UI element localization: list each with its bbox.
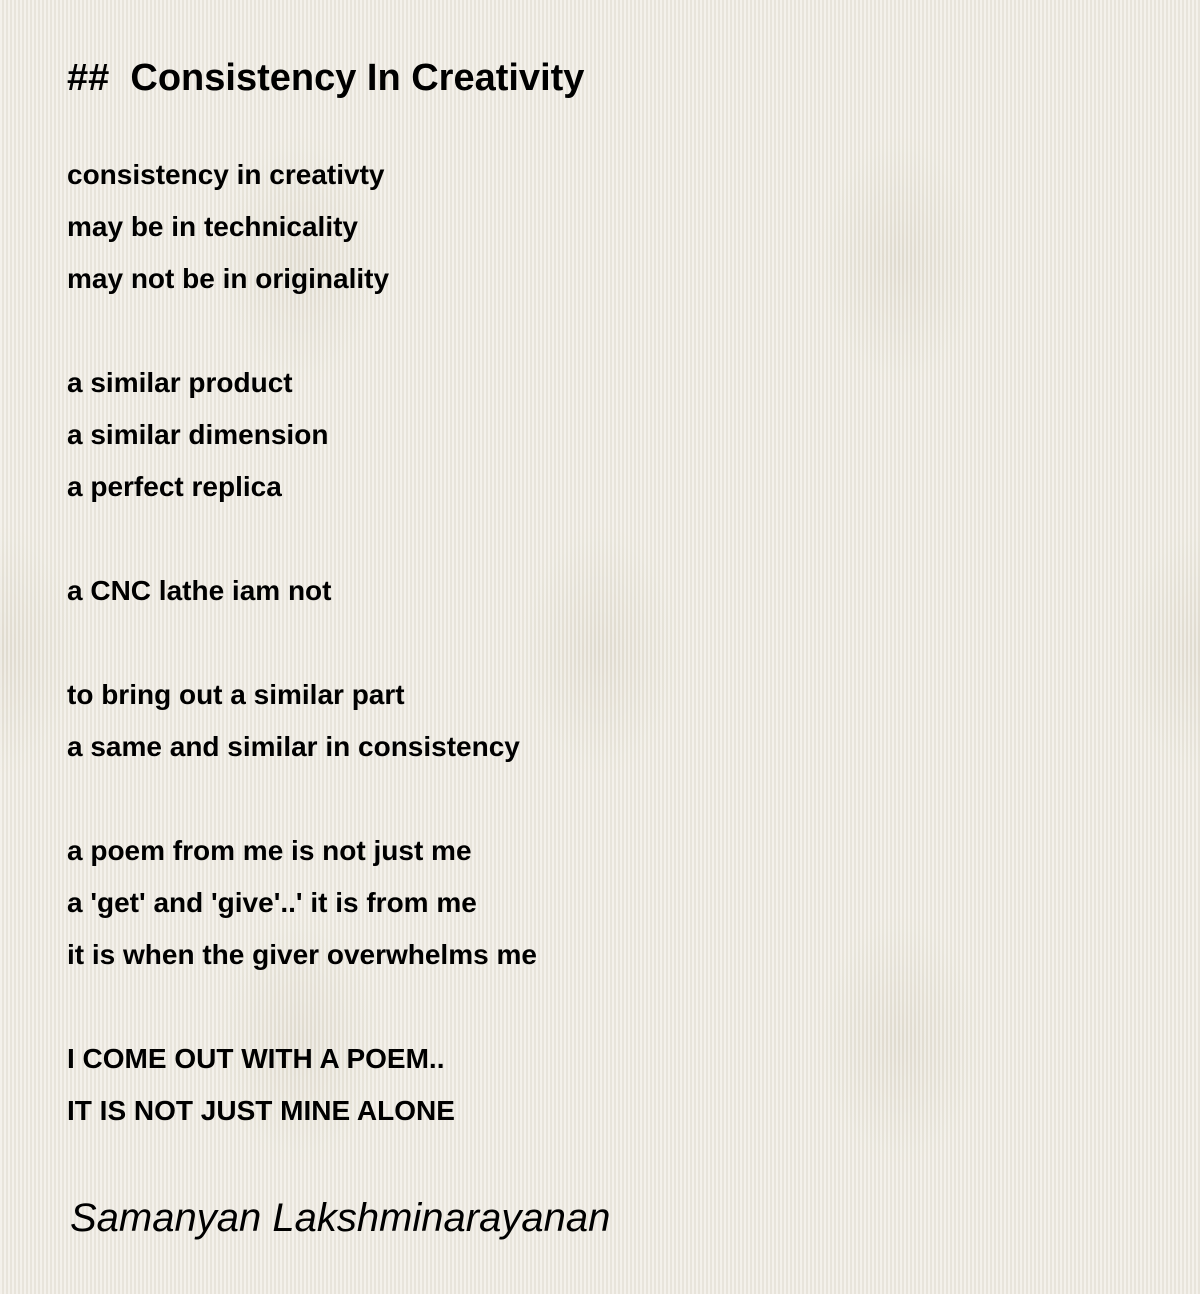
poem-title: ## Consistency In Creativity [67, 57, 585, 99]
poem-line: IT IS NOT JUST MINE ALONE [67, 1095, 455, 1126]
author-name: Samanyan Lakshminarayanan [70, 1196, 611, 1240]
poem-line: to bring out a similar part [67, 679, 405, 710]
poem-line: may not be in originality [67, 263, 390, 294]
stanza [67, 825, 537, 981]
poem-line: a 'get' and 'give'..' it is from me [67, 887, 477, 918]
poem-line: I COME OUT WITH A POEM.. [67, 1043, 445, 1074]
stanza [67, 565, 537, 617]
poem-line: it is when the giver overwhelms me [67, 939, 537, 970]
poem-line: a same and similar in consistency [67, 731, 520, 762]
poem-line: a similar product [67, 367, 293, 398]
stanza [67, 357, 537, 513]
stanza [67, 1033, 537, 1137]
stanza [67, 669, 537, 773]
poem-line: a similar dimension [67, 419, 329, 450]
poem-line: a CNC lathe iam not [67, 575, 332, 606]
poem-body [67, 149, 537, 1189]
poem-line: may be in technicality [67, 211, 358, 242]
poem-line: a perfect replica [67, 471, 282, 502]
poem-line: consistency in creativty [67, 159, 385, 190]
stanza [67, 149, 537, 305]
poem-line: a poem from me is not just me [67, 835, 472, 866]
